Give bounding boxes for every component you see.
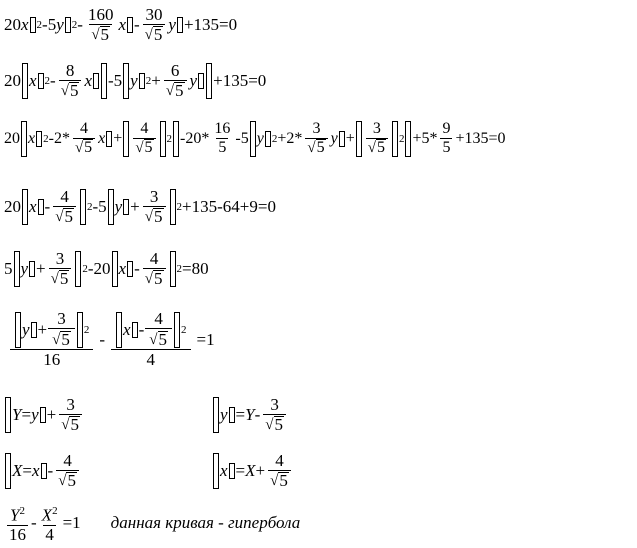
equation-line-3: 20 x 2 - 2 * 4 √ 5 x + 4 √ 5 2 - 20 * $\frac{16}{5}$ - 5 y 2 + 2 * 3 √ 5 y + 3 √ 5 2 + 5 * $\frac{9}{5}$ + 135 = 0 — [4, 120, 506, 156]
equation-line-6: y + 3 √ 5 2 16 - x - 4 √ 5 2 4 = 1 — [4, 310, 215, 370]
equation-line-2: 20 x 2 - 8 √ 5 x - 5 y 2 + 6 √ 5 y + 135 = 0 — [4, 61, 267, 100]
inverse-y: y = Y - 3 √ 5 — [212, 396, 289, 433]
inverse-x: x = X + 4 √ 5 — [212, 452, 294, 489]
final-equation: $\frac{Y^2}{16}$ - $\frac{X^2}{4}$ =1 данная кривая - гипербола — [9, 505, 301, 544]
substitution-Y: Y = y + 3 √ 5 — [4, 396, 85, 433]
equation-line-1: 20 x 2 - 5 y 2 - 160 √ 5 x - 30 √ 5 y + 135 = 0 — [4, 5, 238, 44]
equation-line-5: 5 y + 3 √ 5 2 - 20 x - 4 √ 5 2 = 80 — [4, 249, 209, 288]
conclusion-text: данная кривая - гипербола — [110, 512, 301, 532]
placeholder-box — [30, 17, 36, 33]
fraction: 160 √ 5 — [87, 5, 114, 44]
substitution-X: X = x - 4 √ 5 — [4, 452, 82, 489]
equation-line-4: 20 x - 4 √ 5 2 - 5 y + 3 √ 5 2 + 135 - 64 + 9 = 0 — [4, 187, 276, 226]
